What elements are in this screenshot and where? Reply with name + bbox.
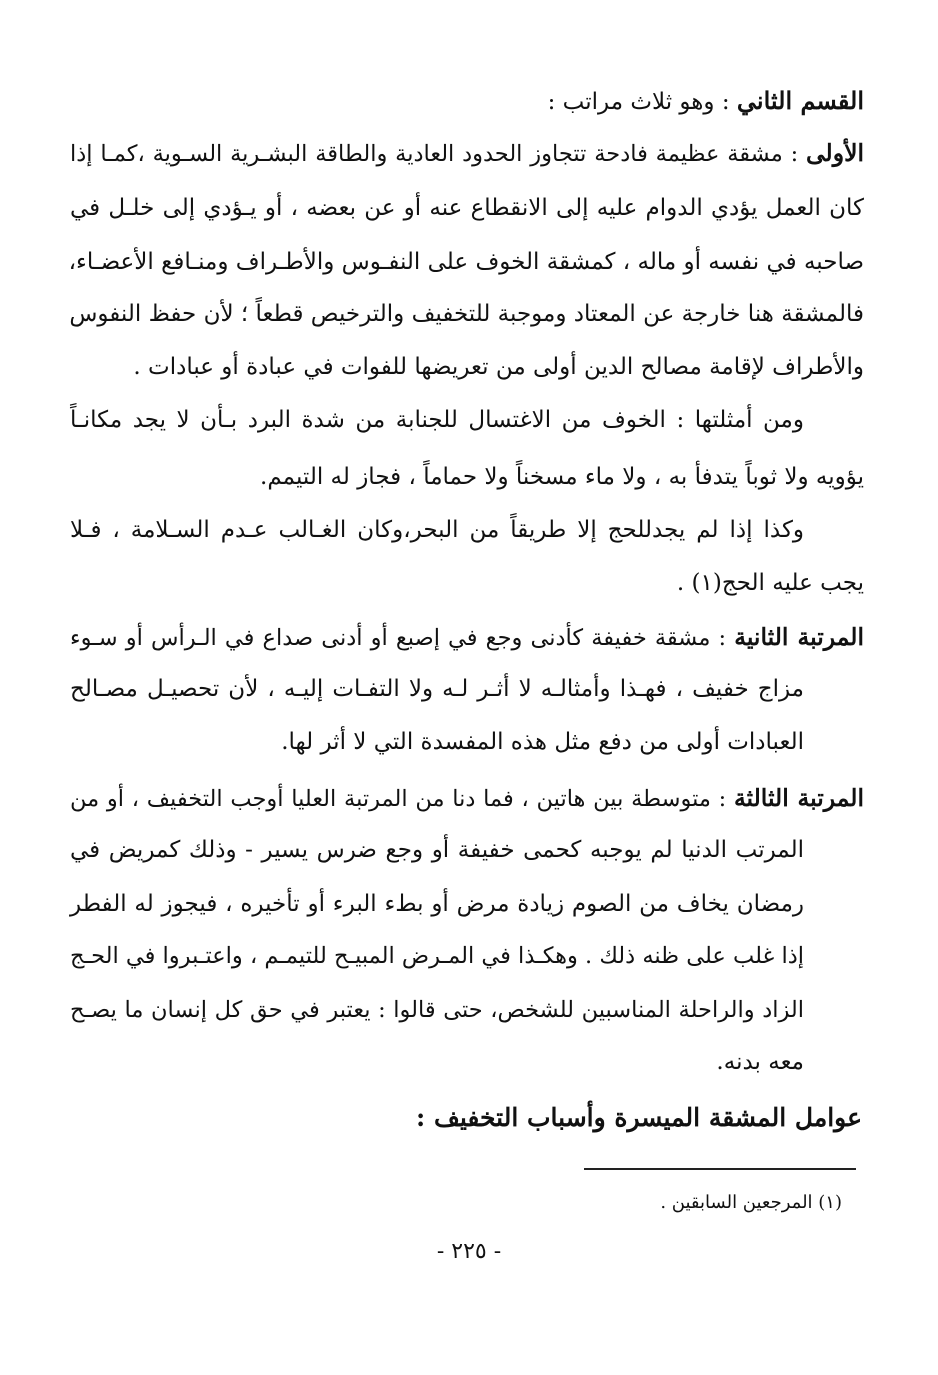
section-label: المرتبة الثانية — [734, 623, 864, 651]
text-line — [70, 941, 804, 971]
line-text: صاحبه في نفسه أو ماله ، كمشقة الخوف على النفـوس والأطـراف ومنـافع الأعضـاء، — [68, 249, 864, 275]
line-text: يجب عليه الحج(١) . — [676, 570, 864, 596]
line-text: : وهو ثلاث مراتب : — [547, 89, 737, 115]
line-text: معه بدنه. — [716, 1049, 804, 1075]
text-line — [70, 1047, 804, 1077]
text-line — [70, 352, 864, 382]
line-text: رمضان يخاف من الصوم زيادة مرض أو بطء البرء أو تأخيره ، فيجوز له الفطر — [70, 891, 804, 917]
section-label: الأولى — [805, 139, 864, 167]
footnote: (١) المرجعين السابقين . — [660, 1192, 842, 1213]
text-line — [70, 193, 864, 223]
section-label: القسم الثاني — [736, 86, 864, 115]
section-label: المرتبة الثالثة — [733, 784, 864, 812]
text-line — [70, 86, 864, 117]
line-text: فالمشقة هنا خارجة عن المعتاد وموجبة للتخفيف والترخيص قطعاً ؛ لأن حفظ النفوس — [69, 301, 864, 327]
line-text: والأطراف لإقامة مصالح الدين أولى من تعريضها للفوات في عبادة أو عبادات . — [133, 354, 864, 380]
footnote-divider — [584, 1168, 856, 1170]
text-line — [70, 462, 864, 492]
line-text: المرتب الدنيا لم يوجبه كحمى خفيفة أو وجع ضرس يسير - وذلك كمريض في — [70, 837, 804, 863]
text-line — [70, 995, 804, 1025]
page-number: - ٢٢٥ - — [436, 1239, 502, 1264]
text-line — [70, 515, 804, 545]
text-line — [70, 835, 804, 865]
text-line — [70, 727, 804, 757]
line-text: : مشقة عظيمة فادحة تتجاوز الحدود العادية والطاقة البشـرية السـوية ،كمـا إذا — [70, 141, 806, 167]
line-text: : متوسطة بين هاتين ، فما دنا من المرتبة العليا أوجب التخفيف ، أو من — [70, 786, 734, 812]
text-line — [70, 247, 864, 277]
text-line — [70, 889, 804, 919]
text-line — [70, 405, 804, 435]
line-text: إذا غلب على ظنه ذلك . وهكـذا في المـرض المبيـح للتيمـم ، واعتـبروا في الحـج — [69, 943, 804, 969]
text-line — [70, 783, 864, 814]
text-line — [70, 674, 804, 704]
line-text: وكذا إذا لم يجدللحج إلا طريقاً من البحر،وكان الغـالب عـدم السـلامة ، فـلا — [70, 517, 804, 543]
line-text: يؤويه ولا ثوباً يتدفأ به ، ولا ماء مسخناً ولا حماماً ، فجاز له التيمم. — [260, 464, 864, 490]
line-text: ومن أمثلتها : الخوف من الاغتسال للجنابة من شدة البرد بـأن لا يجد مكانـاً — [70, 407, 804, 433]
text-line — [70, 622, 864, 653]
line-text: مزاج خفيف ، فهـذا وأمثالـه لا أثـر لـه ولا التفـات إليـه ، لأن تحصيـل مصـالح — [70, 676, 804, 702]
line-text: العبادات أولى من دفع مثل هذه المفسدة التي لا أثر لها. — [281, 729, 804, 755]
text-line — [70, 299, 864, 329]
line-text: الزاد والراحلة المناسبين للشخص، حتى قالوا : يعتبر في حق كل إنسان ما يصـح — [70, 997, 804, 1023]
section-heading: عوامل المشقة الميسرة وأسباب التخفيف : — [416, 1103, 862, 1132]
text-line — [70, 568, 864, 598]
text-line — [70, 138, 864, 169]
line-text: كان العمل يؤدي الدوام عليه إلى الانقطاع عنه أو عن بعضه ، أو يـؤدي إلى خلـل في — [70, 195, 864, 221]
line-text: : مشقة خفيفة كأدنى وجع في إصبع أو أدنى صداع في الـرأس أو سـوء — [70, 625, 735, 651]
